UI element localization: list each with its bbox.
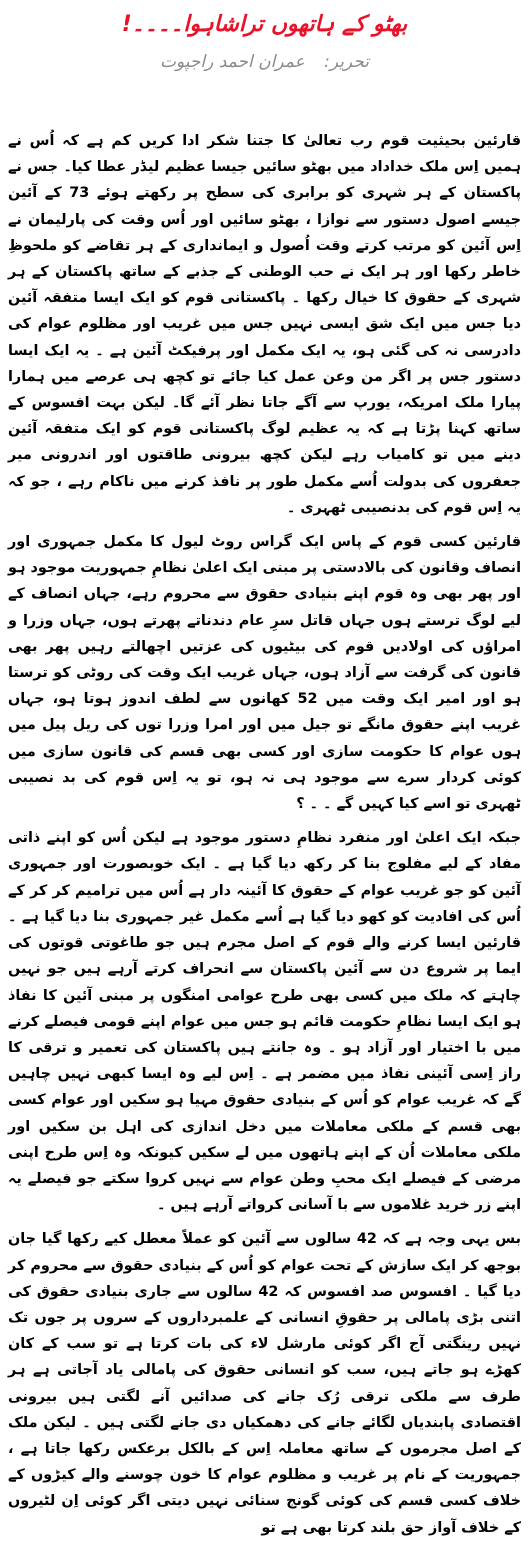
article-paragraph-4: بس یہی وجہ ہے کہ 42 سالوں سے آئین کو عملاً معطل کیے رکھا گیا جان بوجھ کر ایک سازش کے تحت عوام کو اُس کے بنیادی حقوق سے محروم کر دیا گیا ۔ افسوس صد افسوس کہ 42 سالوں سے جاری بنیادی حقوق کی اتنی بڑی پامالی پر حقوقِ انسانی کے علمبرداروں کے سروں پر جوں تک نہیں رینگتی آج اگر کوئی مارشل لاء کی بات کرتا ہے تو سب کے کان کھڑے ہو جاتے ہیں، سب کو انسانی حقوق کی پامالی یاد آجاتی ہے ہر طرف سے ملکی ترقی رُک جانے کی صدائیں آنے لگتی ہیں بیرونی اقتصادی پابندیاں لگائے جانے کی دھمکیاں دی جانے لگتی ہیں ۔ لیکن ملک کے اصل مجرموں کے ساتھ معاملہ اِس کے بالکل برعکس رکھا جاتا ہے ، جمہوریت کے نام پر غریب و مظلوم عوام کا خون چوسنے والے کیڑوں کے خلاف کسی قسم کی کوئی گونج سنائی نہیں دیتی اگر کوئی اِن لٹیروں کے خلاف آواز حق بلند کرتا بھی ہے تو bbox=[8, 1231, 521, 1536]
article-paragraph-3: جبکہ ایک اعلیٰ اور منفرد نظامِ دستور موجود ہے لیکن اُس کو اپنے ذاتی مفاد کے لیے مفلوج بنا کر رکھ دیا گیا ہے ۔ ایک خوبصورت اور جمہوری آئین کو جو غریب عوام کے حقوق کا آئینہ دار ہے اُس میں ترامیم کر کر کے اُس کی افادیت کو کھو دیا گیا ہے اُسے مکمل غیر جمہوری بنا دیا گیا ہے ۔ قارئین ایسا کرنے والے قوم کے اصل مجرم ہیں جو طاغوتی قوتوں کی ایما پر شروع دن سے آئین پاکستان سے انحراف کرتے آرہے ہیں جو نہیں چاہتے کہ ملک میں کسی بھی طرح عوامی امنگوں پر مبنی آئین کا نفاذ ہو ایک ایسا نظامِ حکومت قائم ہو جس میں عوام اپنے قومی فیصلے کرنے میں با اختیار اور آزاد ہو ۔ وہ جانتے ہیں پاکستان کی تعمیر و ترقی کا راز اِسی آئینی نفاذ میں مضمر ہے ۔ اِس لیے وہ ایسا کبھی نہیں چاہیں گے کہ غریب عوام کو اُس کے بنیادی حقوق مہیا ہو سکیں اور عوام کسی بھی قسم کے ملکی معاملات میں دخل اندازی کی اہل بن سکیں اور ملکی معاملات اُن کے اپنے ہاتھوں میں لے سکیں کیونکہ وہ اِس طرح اپنی مرضی کے فیصلے ایک محبِ وطن عوام سے نہیں کروا سکتے جو فیصلے یہ اپنے زر خرید غلاموں سے با آسانی کرواتے آرہے ہیں ۔ bbox=[8, 830, 521, 1214]
article-paragraph-2: قارئین کسی قوم کے پاس ایک گراس روٹ لیول کا مکمل جمہوری اور انصاف وقانون کی بالادستی پر مبنی ایک اعلیٰ نظامِ جمہوریت موجود ہو اور پھر بھی وہ قوم اپنے بنیادی حقوق سے محروم رہے، جہاں انصاف کے لیے لوگ ترستے ہوں جہاں قاتل سرِ عام دندناتے پھرتے ہوں، جہاں وزرا و امراؤں کی اولادیں قوم کی بیٹیوں کی عزتیں اچھالتے رہیں پھر بھی قانون کی گرفت سے آزاد ہوں، جہاں غریب ایک وقت کی روٹی کو ترستا ہو اور امیر ایک وقت میں 52 کھانوں سے لطف اندوز ہوتا ہو، جہاں غریب اپنے حقوق مانگے تو جیل میں اور امرا وزرا توں کی ریل پیل میں ہوں عوام کا حکومت سازی اور کسی بھی قسم کی قانون سازی میں کوئی کردار سرے سے موجود ہی نہ ہو، تو یہ اِس قوم کی بد نصیبی ٹھہری تو اسے کیا کہیں گے ۔ ۔ ؟ bbox=[8, 534, 521, 813]
author-name: عمران احمد راجپوت bbox=[159, 52, 305, 72]
title-spacer bbox=[8, 80, 521, 128]
article-body bbox=[8, 128, 521, 1541]
article-title: بھٹو کے ہاتھوں تراشاہوا۔۔۔۔! bbox=[121, 12, 408, 37]
article-byline bbox=[8, 44, 521, 80]
byline-label: تحریر: bbox=[324, 52, 370, 72]
article-paragraph-1: قارئین بحیثیت قوم رب تعالیٰ کا جتنا شکر ادا کریں کم ہے کہ اُس نے ہمیں اِس ملک خداداد میں بھٹو سائیں جیسا عظیم لیڈر عطا کیا۔ جس نے پاکستان کے ہر شہری کو برابری کی سطح پر رکھتے ہوئے 73 کے آئین جیسے اصول دستور سے نوازا ، بھٹو سائیں اور اُس وقت کی پارلیمان نے اِس آئین کو مرتب کرتے وقت اُصول و ایمانداری کے ہر تقاضے کو ملحوظِ خاطر رکھا اور ہر ایک نے حب الوطنی کے جذبے کے ساتھ پاکستان کے ہر شہری کے حقوق کا خیال رکھا ۔ پاکستانی قوم کو ایک ایسا متفقہ آئین دیا جس میں ایک شق ایسی نہیں جس میں غریب اور مظلوم عوام کی دادرسی نہ کی گئی ہو، یہ ایک مکمل اور پرفیکٹ آئین ہے ۔ یہ ایک ایسا دستور جس پر اگر من وعن عمل کیا جائے تو کچھ ہی عرصے میں ہمارا پیارا ملک امریکہ، یورپ سے آگے جاتا نظر آئے گا۔ لیکن بہت افسوس کے ساتھ کہنا پڑتا ہے کہ یہ عظیم لوگ پاکستانی قوم کو ایک متفقہ آئین دینے میں تو کامیاب رہے لیکن کچھ بیرونی طاقتوں اور اندرونی میر جعفروں کی بدولت اُسے مکمل طور پر نافذ کرنے میں ناکام رہے ، جو کہ یہ اِس قوم کی بدنصیبی ٹھہری ۔ bbox=[8, 133, 522, 516]
